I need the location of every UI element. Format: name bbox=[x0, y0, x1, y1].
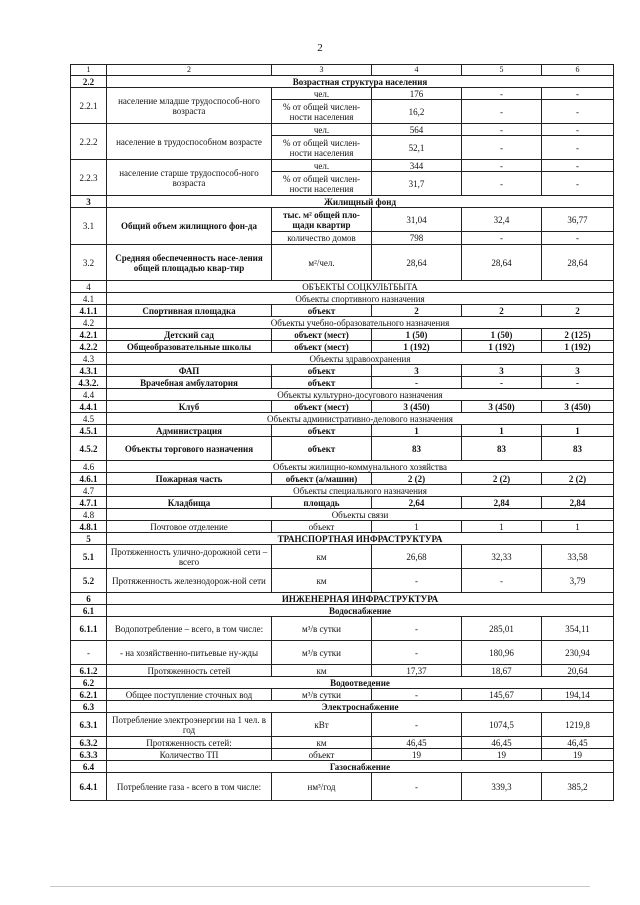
indicator-name: Потребление газа - всего в том числе: bbox=[107, 773, 272, 801]
unit-cell: чел. bbox=[272, 160, 372, 172]
table-row bbox=[71, 401, 614, 413]
row-number: 4.4.1 bbox=[71, 401, 107, 413]
indicator-name: население в трудоспособном возрасте bbox=[107, 124, 272, 160]
section-title: Объекты административно-делового назначения bbox=[107, 413, 614, 425]
value-cell: - bbox=[542, 232, 614, 245]
table-row bbox=[71, 160, 614, 172]
value-cell: 52,1 bbox=[372, 136, 462, 160]
row-number: 6.3.3 bbox=[71, 749, 107, 761]
row-number: 6.4.1 bbox=[71, 773, 107, 801]
page-edge-line bbox=[50, 886, 590, 887]
value-cell: 26,68 bbox=[372, 545, 462, 569]
value-cell: 344 bbox=[372, 160, 462, 172]
section-title: Водоотведение bbox=[107, 677, 614, 689]
row-number: 2.2.3 bbox=[71, 160, 107, 196]
table-row bbox=[71, 617, 614, 641]
value-cell: - bbox=[462, 100, 542, 124]
section-row bbox=[71, 353, 614, 365]
value-cell: 28,64 bbox=[542, 245, 614, 281]
unit-cell: кВт bbox=[272, 713, 372, 737]
table-row bbox=[71, 377, 614, 389]
row-number: 5.1 bbox=[71, 545, 107, 569]
row-number: 2.2.2 bbox=[71, 124, 107, 160]
row-number: 4.8 bbox=[71, 509, 107, 521]
value-cell: - bbox=[372, 773, 462, 801]
value-cell: 28,64 bbox=[372, 245, 462, 281]
value-cell: - bbox=[372, 569, 462, 593]
value-cell: 1074,5 bbox=[462, 713, 542, 737]
unit-cell: тыс. м² общей пло-щади квартир bbox=[272, 208, 372, 232]
value-cell: - bbox=[462, 124, 542, 136]
row-number: 6.1.2 bbox=[71, 665, 107, 677]
value-cell: - bbox=[462, 377, 542, 389]
row-number: - bbox=[71, 641, 107, 665]
unit-cell: объект bbox=[272, 437, 372, 461]
section-row bbox=[71, 293, 614, 305]
table-row bbox=[71, 425, 614, 437]
value-cell: 32,4 bbox=[462, 208, 542, 232]
value-cell: 180,96 bbox=[462, 641, 542, 665]
column-header: 2 bbox=[107, 65, 272, 76]
row-number: 6 bbox=[71, 593, 107, 605]
unit-cell: нм³/год bbox=[272, 773, 372, 801]
value-cell: 145,67 bbox=[462, 689, 542, 701]
table-row bbox=[71, 341, 614, 353]
page-number: 2 bbox=[317, 42, 323, 54]
section-title: ИНЖЕНЕРНАЯ ИНФРАСТРУКТУРА bbox=[107, 593, 614, 605]
value-cell: 83 bbox=[542, 437, 614, 461]
value-cell: 2 bbox=[462, 305, 542, 317]
value-cell: - bbox=[462, 569, 542, 593]
unit-cell: объект (мест) bbox=[272, 341, 372, 353]
table-row bbox=[71, 124, 614, 136]
indicator-name: Общий объем жилищного фон-да bbox=[107, 208, 272, 245]
value-cell: 2 bbox=[372, 305, 462, 317]
table-row bbox=[71, 689, 614, 701]
value-cell: 19 bbox=[542, 749, 614, 761]
indicator-name: Потребление электроэнергии на 1 чел. в год bbox=[107, 713, 272, 737]
row-number: 4.4 bbox=[71, 389, 107, 401]
unit-cell: км bbox=[272, 545, 372, 569]
row-number: 3.2 bbox=[71, 245, 107, 281]
indicators-table bbox=[70, 64, 614, 801]
table-row bbox=[71, 545, 614, 569]
value-cell: 2,84 bbox=[462, 497, 542, 509]
section-title: Газоснабжение bbox=[107, 761, 614, 773]
table-row bbox=[71, 641, 614, 665]
value-cell: 2,64 bbox=[372, 497, 462, 509]
value-cell: 2 (2) bbox=[462, 473, 542, 485]
row-number: 6.2 bbox=[71, 677, 107, 689]
unit-cell: км bbox=[272, 569, 372, 593]
value-cell: 2,84 bbox=[542, 497, 614, 509]
row-number: 3 bbox=[71, 196, 107, 208]
table-row bbox=[71, 329, 614, 341]
value-cell: 176 bbox=[372, 88, 462, 100]
value-cell: 1 (192) bbox=[462, 341, 542, 353]
value-cell: 1 bbox=[462, 521, 542, 533]
value-cell: 46,45 bbox=[372, 737, 462, 749]
row-number: 6.2.1 bbox=[71, 689, 107, 701]
value-cell: - bbox=[542, 172, 614, 196]
section-row bbox=[71, 509, 614, 521]
table-row bbox=[71, 773, 614, 801]
row-number: 6.3 bbox=[71, 701, 107, 713]
section-row bbox=[71, 196, 614, 208]
indicator-name: Протяженность сетей bbox=[107, 665, 272, 677]
indicator-name: Водопотребление – всего, в том числе: bbox=[107, 617, 272, 641]
section-title: Водоснабжение bbox=[107, 605, 614, 617]
table-row bbox=[71, 245, 614, 281]
section-row bbox=[71, 593, 614, 605]
row-number: 4 bbox=[71, 281, 107, 293]
row-number: 4.8.1 bbox=[71, 521, 107, 533]
value-cell: - bbox=[542, 160, 614, 172]
value-cell: - bbox=[372, 713, 462, 737]
value-cell: - bbox=[542, 124, 614, 136]
column-header: 3 bbox=[272, 65, 372, 76]
value-cell: - bbox=[462, 136, 542, 160]
value-cell: 18,67 bbox=[462, 665, 542, 677]
row-number: 2.2 bbox=[71, 76, 107, 88]
row-number: 6.4 bbox=[71, 761, 107, 773]
unit-cell: объект bbox=[272, 425, 372, 437]
unit-cell: объект bbox=[272, 365, 372, 377]
indicator-name: Протяженность сетей: bbox=[107, 737, 272, 749]
value-cell: 1 bbox=[542, 521, 614, 533]
indicator-name: - на хозяйственно-питьевые ну-жды bbox=[107, 641, 272, 665]
value-cell: 1 (192) bbox=[542, 341, 614, 353]
value-cell: 2 (2) bbox=[372, 473, 462, 485]
indicator-name: Средняя обеспеченность насе-ления общей площадью квар-тир bbox=[107, 245, 272, 281]
column-header: 5 bbox=[462, 65, 542, 76]
indicator-name: Кладбища bbox=[107, 497, 272, 509]
section-row bbox=[71, 761, 614, 773]
value-cell: 1 (192) bbox=[372, 341, 462, 353]
value-cell: 2 bbox=[542, 305, 614, 317]
value-cell: 17,37 bbox=[372, 665, 462, 677]
unit-cell: км bbox=[272, 665, 372, 677]
value-cell: 46,45 bbox=[542, 737, 614, 749]
section-title: Электроснабжение bbox=[107, 701, 614, 713]
indicator-name: Пожарная часть bbox=[107, 473, 272, 485]
unit-cell: % от общей числен-ности населения bbox=[272, 136, 372, 160]
unit-cell: объект bbox=[272, 521, 372, 533]
table-row bbox=[71, 208, 614, 232]
value-cell: 33,58 bbox=[542, 545, 614, 569]
section-row bbox=[71, 317, 614, 329]
value-cell: 1 bbox=[372, 425, 462, 437]
section-row bbox=[71, 76, 614, 88]
value-cell: - bbox=[372, 689, 462, 701]
table-row bbox=[71, 569, 614, 593]
table-row bbox=[71, 88, 614, 100]
unit-cell: % от общей числен-ности населения bbox=[272, 100, 372, 124]
value-cell: 20,64 bbox=[542, 665, 614, 677]
section-title: Объекты культурно-досугового назначения bbox=[107, 389, 614, 401]
row-number: 5.2 bbox=[71, 569, 107, 593]
value-cell: 3 bbox=[372, 365, 462, 377]
row-number: 4.6.1 bbox=[71, 473, 107, 485]
value-cell: 194,14 bbox=[542, 689, 614, 701]
indicator-name: Объекты торгового назначения bbox=[107, 437, 272, 461]
indicator-name: население младше трудоспособ-ного возраста bbox=[107, 88, 272, 124]
value-cell: 32,33 bbox=[462, 545, 542, 569]
indicator-name: Клуб bbox=[107, 401, 272, 413]
section-title: Возрастная структура населения bbox=[107, 76, 614, 88]
section-title: Объекты специального назначения bbox=[107, 485, 614, 497]
row-number: 4.7 bbox=[71, 485, 107, 497]
section-title: ОБЪЕКТЫ СОЦКУЛЬТБЫТА bbox=[107, 281, 614, 293]
row-number: 5 bbox=[71, 533, 107, 545]
unit-cell: объект (а/машин) bbox=[272, 473, 372, 485]
row-number: 4.5.1 bbox=[71, 425, 107, 437]
indicator-name: Врачебная амбулатория bbox=[107, 377, 272, 389]
section-row bbox=[71, 677, 614, 689]
row-number: 4.5.2 bbox=[71, 437, 107, 461]
unit-cell: чел. bbox=[272, 124, 372, 136]
indicator-name: население старше трудоспособ-ного возраста bbox=[107, 160, 272, 196]
unit-cell: % от общей числен-ности населения bbox=[272, 172, 372, 196]
value-cell: 2 (2) bbox=[542, 473, 614, 485]
unit-cell: чел. bbox=[272, 88, 372, 100]
row-number: 4.5 bbox=[71, 413, 107, 425]
value-cell: 3 bbox=[542, 365, 614, 377]
value-cell: 36,77 bbox=[542, 208, 614, 232]
unit-cell: м²/чел. bbox=[272, 245, 372, 281]
indicator-name: Количество ТП bbox=[107, 749, 272, 761]
indicator-name: Протяженность улично-дорожной сети – всего bbox=[107, 545, 272, 569]
row-number: 4.7.1 bbox=[71, 497, 107, 509]
row-number: 3.1 bbox=[71, 208, 107, 245]
value-cell: 46,45 bbox=[462, 737, 542, 749]
value-cell: 230,94 bbox=[542, 641, 614, 665]
section-row bbox=[71, 701, 614, 713]
value-cell: 1 bbox=[462, 425, 542, 437]
unit-cell: км bbox=[272, 737, 372, 749]
column-header: 4 bbox=[372, 65, 462, 76]
row-number: 4.1 bbox=[71, 293, 107, 305]
unit-cell: м³/в сутки bbox=[272, 641, 372, 665]
indicator-name: Почтовое отделение bbox=[107, 521, 272, 533]
value-cell: 3 (450) bbox=[372, 401, 462, 413]
section-row bbox=[71, 533, 614, 545]
row-number: 2.2.1 bbox=[71, 88, 107, 124]
indicator-name: Спортивная площадка bbox=[107, 305, 272, 317]
indicator-name: ФАП bbox=[107, 365, 272, 377]
value-cell: - bbox=[542, 136, 614, 160]
section-title: Объекты спортивного назначения bbox=[107, 293, 614, 305]
value-cell: 1219,8 bbox=[542, 713, 614, 737]
value-cell: - bbox=[462, 88, 542, 100]
value-cell: 28,64 bbox=[462, 245, 542, 281]
value-cell: - bbox=[372, 641, 462, 665]
value-cell: 1 bbox=[372, 521, 462, 533]
value-cell: - bbox=[372, 377, 462, 389]
table-row bbox=[71, 497, 614, 509]
value-cell: 385,2 bbox=[542, 773, 614, 801]
value-cell: 1 (50) bbox=[462, 329, 542, 341]
unit-cell: объект (мест) bbox=[272, 329, 372, 341]
table-row bbox=[71, 473, 614, 485]
table-row bbox=[71, 665, 614, 677]
value-cell: 19 bbox=[372, 749, 462, 761]
unit-cell: объект bbox=[272, 749, 372, 761]
table-row bbox=[71, 749, 614, 761]
unit-cell: объект bbox=[272, 377, 372, 389]
value-cell: 3 (450) bbox=[462, 401, 542, 413]
value-cell: 798 bbox=[372, 232, 462, 245]
row-number: 6.3.1 bbox=[71, 713, 107, 737]
row-number: 4.2.2 bbox=[71, 341, 107, 353]
row-number: 4.3.2. bbox=[71, 377, 107, 389]
section-row bbox=[71, 413, 614, 425]
value-cell: - bbox=[542, 88, 614, 100]
value-cell: - bbox=[462, 172, 542, 196]
unit-cell: объект (мест) bbox=[272, 401, 372, 413]
unit-cell: м³/в сутки bbox=[272, 689, 372, 701]
row-number: 4.2.1 bbox=[71, 329, 107, 341]
table-row bbox=[71, 305, 614, 317]
table-row bbox=[71, 521, 614, 533]
section-title: Объекты здравоохранения bbox=[107, 353, 614, 365]
indicator-name: Протяженность железнодорож-ной сети bbox=[107, 569, 272, 593]
value-cell: 2 (125) bbox=[542, 329, 614, 341]
section-row bbox=[71, 461, 614, 473]
indicator-name: Общеобразовательные школы bbox=[107, 341, 272, 353]
value-cell: 285,01 bbox=[462, 617, 542, 641]
value-cell: - bbox=[542, 377, 614, 389]
unit-cell: площадь bbox=[272, 497, 372, 509]
value-cell: 19 bbox=[462, 749, 542, 761]
row-number: 6.3.2 bbox=[71, 737, 107, 749]
row-number: 4.2 bbox=[71, 317, 107, 329]
value-cell: 3 (450) bbox=[542, 401, 614, 413]
column-header: 6 bbox=[542, 65, 614, 76]
value-cell: 83 bbox=[372, 437, 462, 461]
row-number: 4.3.1 bbox=[71, 365, 107, 377]
value-cell: 354,11 bbox=[542, 617, 614, 641]
column-header: 1 bbox=[71, 65, 107, 76]
value-cell: 339,3 bbox=[462, 773, 542, 801]
section-title: Объекты связи bbox=[107, 509, 614, 521]
row-number: 4.1.1 bbox=[71, 305, 107, 317]
section-title: Жилищный фонд bbox=[107, 196, 614, 208]
indicator-name: Общее поступление сточных вод bbox=[107, 689, 272, 701]
row-number: 6.1 bbox=[71, 605, 107, 617]
section-row bbox=[71, 389, 614, 401]
value-cell: - bbox=[462, 232, 542, 245]
value-cell: - bbox=[372, 617, 462, 641]
value-cell: 1 (50) bbox=[372, 329, 462, 341]
unit-cell: объект bbox=[272, 305, 372, 317]
row-number: 6.1.1 bbox=[71, 617, 107, 641]
value-cell: 3,79 bbox=[542, 569, 614, 593]
section-title: ТРАНСПОРТНАЯ ИНФРАСТРУКТУРА bbox=[107, 533, 614, 545]
value-cell: 16,2 bbox=[372, 100, 462, 124]
table-row bbox=[71, 737, 614, 749]
value-cell: 3 bbox=[462, 365, 542, 377]
unit-cell: количество домов bbox=[272, 232, 372, 245]
table-row bbox=[71, 713, 614, 737]
row-number: 4.3 bbox=[71, 353, 107, 365]
value-cell: 564 bbox=[372, 124, 462, 136]
section-row bbox=[71, 605, 614, 617]
column-header-row bbox=[71, 65, 614, 76]
section-row bbox=[71, 485, 614, 497]
indicator-name: Администрация bbox=[107, 425, 272, 437]
row-number: 4.6 bbox=[71, 461, 107, 473]
section-title: Объекты жилищно-коммунального хозяйства bbox=[107, 461, 614, 473]
value-cell: 1 bbox=[542, 425, 614, 437]
value-cell: - bbox=[542, 100, 614, 124]
value-cell: 31,04 bbox=[372, 208, 462, 232]
value-cell: 31,7 bbox=[372, 172, 462, 196]
unit-cell: м³/в сутки bbox=[272, 617, 372, 641]
table-row bbox=[71, 365, 614, 377]
indicator-name: Детский сад bbox=[107, 329, 272, 341]
value-cell: 83 bbox=[462, 437, 542, 461]
table-row bbox=[71, 437, 614, 461]
section-row bbox=[71, 281, 614, 293]
section-title: Объекты учебно-образовательного назначения bbox=[107, 317, 614, 329]
value-cell: - bbox=[462, 160, 542, 172]
